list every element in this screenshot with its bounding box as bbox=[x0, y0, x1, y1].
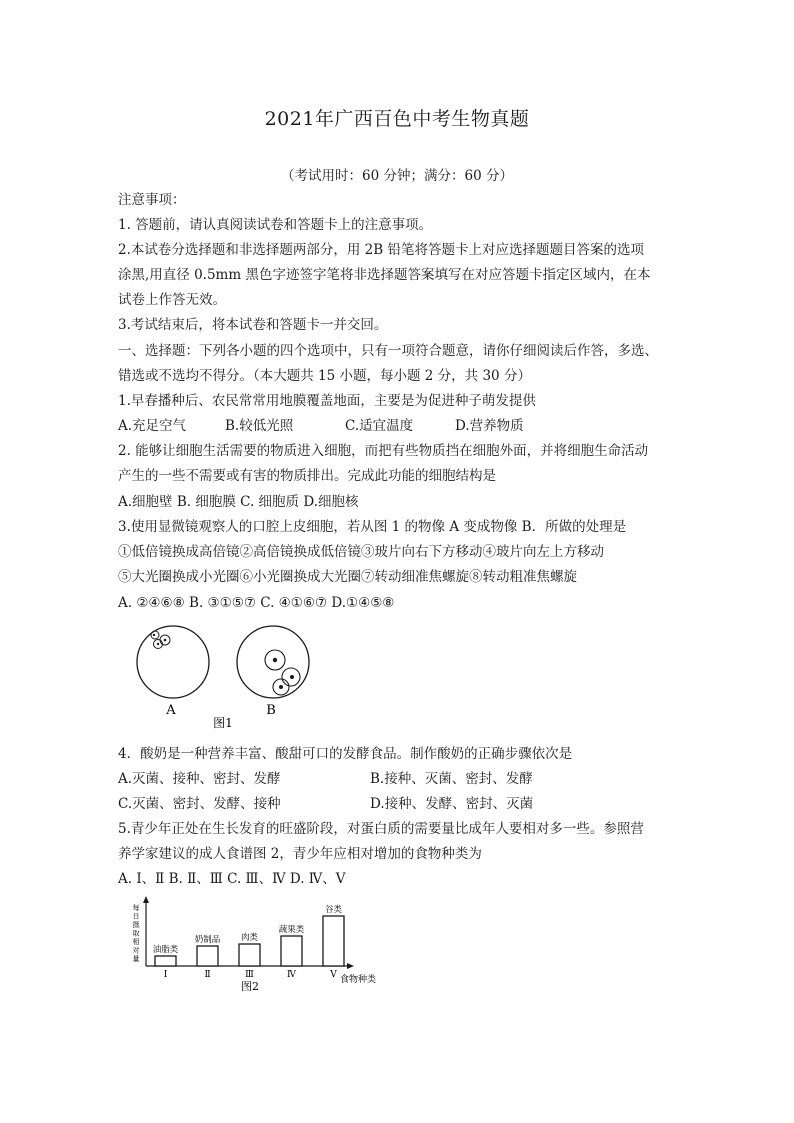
q1-option-a: A.充足空气 bbox=[118, 418, 187, 434]
field-of-view-a bbox=[137, 626, 209, 698]
q2-options: A.细胞壁 B. 细胞膜 C. 细胞质 D.细胞核 bbox=[118, 494, 359, 510]
x-tick-label-1: Ⅰ bbox=[163, 970, 168, 980]
q1-option-c: C.适宜温度 bbox=[345, 418, 414, 434]
q3-steps-1: ①低倍镜换成高倍镜②高倍镜换成低倍镜③玻片向右下方移动④玻片向左上方移动 bbox=[118, 544, 604, 560]
bar-4 bbox=[281, 936, 302, 966]
q2-line-1: 2. 能够让细胞生活需要的物质进入细胞，而把有些物质挡在细胞外面，并将细胞生命活动 bbox=[118, 443, 649, 459]
q3-steps-2: ⑤大光圈换成小光圈⑥小光圈换成大光圈⑦转动细准焦螺旋⑧转动粗准焦螺旋 bbox=[118, 569, 577, 585]
x-tick-label-2: Ⅱ bbox=[204, 970, 211, 980]
y-axis-arrow-icon bbox=[143, 896, 149, 903]
q2-line-2: 产生的一些不需要或有害的物质排出。完成此功能的细胞结构是 bbox=[118, 468, 496, 484]
q4-option-d: D.接种、发酵、密封、灭菌 bbox=[370, 796, 534, 812]
notes-heading: 注意事项： bbox=[118, 192, 186, 208]
note-2-line-1: 2.本试卷分选择题和非选择题两部分，用 2B 铅笔将答题卡上对应选择题题目答案的选项 bbox=[118, 242, 644, 258]
field-of-view-b bbox=[237, 626, 309, 698]
q4-stem: 4．酸奶是一种营养丰富、酸甜可口的发酵食品。制作酸奶的正确步骤依次是 bbox=[118, 746, 573, 762]
bar-label-4: 蔬果类 bbox=[278, 925, 305, 935]
q5-options: A. Ⅰ、Ⅱ B. Ⅱ、Ⅲ C. Ⅲ、Ⅳ D. Ⅳ、Ⅴ bbox=[118, 871, 346, 887]
bar-label-3: 肉类 bbox=[240, 933, 259, 943]
bars bbox=[153, 904, 344, 980]
bar-5 bbox=[323, 916, 344, 966]
q5-line-1: 5.青少年正处在生长发育的旺盛阶段，对蛋白质的需要量比成年人要相对多一些。参照营 bbox=[118, 821, 644, 837]
q1-option-b: B.较低光照 bbox=[225, 418, 294, 434]
y-axis-label bbox=[133, 903, 140, 963]
figure-2-caption: 图2 bbox=[241, 980, 259, 993]
figure-1 bbox=[125, 620, 325, 735]
bar-3 bbox=[239, 944, 260, 966]
q1-stem: 1.早春播种后、农民常常用地膜覆盖地面，主要是为促进种子萌发提供 bbox=[118, 393, 536, 409]
section1-line-1: 一、选择题：下列各小题的四个选项中，只有一项符合题意，请你仔细阅读后作答，多选、 bbox=[118, 343, 658, 359]
q4-option-c: C.灭菌、密封、发酵、接种 bbox=[118, 796, 281, 812]
q3-options: A. ②④⑥⑧ B. ③①⑤⑦ C. ④①⑥⑦ D.①④⑤⑧ bbox=[118, 595, 395, 611]
bar-label-1: 油脂类 bbox=[152, 945, 179, 955]
q1-option-d: D.营养物质 bbox=[455, 418, 524, 434]
bar-label-2: 奶制品 bbox=[194, 935, 221, 945]
figure-1-caption: 图1 bbox=[213, 716, 233, 730]
note-2-line-3: 试卷上作答无效。 bbox=[118, 292, 226, 308]
figure-1-label-a: A bbox=[166, 703, 176, 718]
q4-option-a: A.灭菌、接种、密封、发酵 bbox=[118, 771, 281, 787]
x-axis-label: 食物种类 bbox=[339, 975, 377, 985]
x-tick-label-4: Ⅳ bbox=[287, 970, 296, 980]
note-3: 3.考试结束后，将本试卷和答题卡一并交回。 bbox=[118, 317, 388, 333]
exam-title: 2021年广西百色中考生物真题 bbox=[264, 108, 530, 130]
figure-2-bar-chart bbox=[125, 893, 390, 995]
q5-line-2: 养学家建议的成人食谱图 2，青少年应相对增加的食物种类为 bbox=[118, 846, 482, 862]
bar-2 bbox=[197, 946, 218, 966]
note-1: 1. 答题前，请认真阅读试卷和答题卡上的注意事项。 bbox=[118, 217, 433, 233]
exam-info: （考试用时：60 分钟；满分：60 分） bbox=[281, 168, 513, 184]
bar-1 bbox=[155, 956, 176, 966]
q3-stem: 3.使用显微镜观察人的口腔上皮细胞，若从图 1 的物像 A 变成物像 B．所做的处理是 bbox=[118, 519, 627, 535]
x-tick-label-3: Ⅲ bbox=[245, 970, 254, 980]
section1-line-2: 错选或不选均不得分。（本大题共 15 小题，每小题 2 分，共 30 分） bbox=[118, 368, 531, 384]
bar-label-5: 谷类 bbox=[324, 905, 343, 915]
x-tick-label-5: Ⅴ bbox=[330, 970, 337, 980]
x-axis-arrow-icon bbox=[347, 963, 354, 969]
y-axis-label-text: 每日摄取相对量 bbox=[132, 904, 140, 963]
note-2-line-2: 涂黑,用直径 0.5mm 黑色字迹签字笔将非选择题答案填写在对应答题卡指定区域内，在本 bbox=[118, 267, 651, 283]
q4-option-b: B.接种、灭菌、密封、发酵 bbox=[370, 771, 533, 787]
figure-1-label-b: B bbox=[266, 703, 276, 718]
